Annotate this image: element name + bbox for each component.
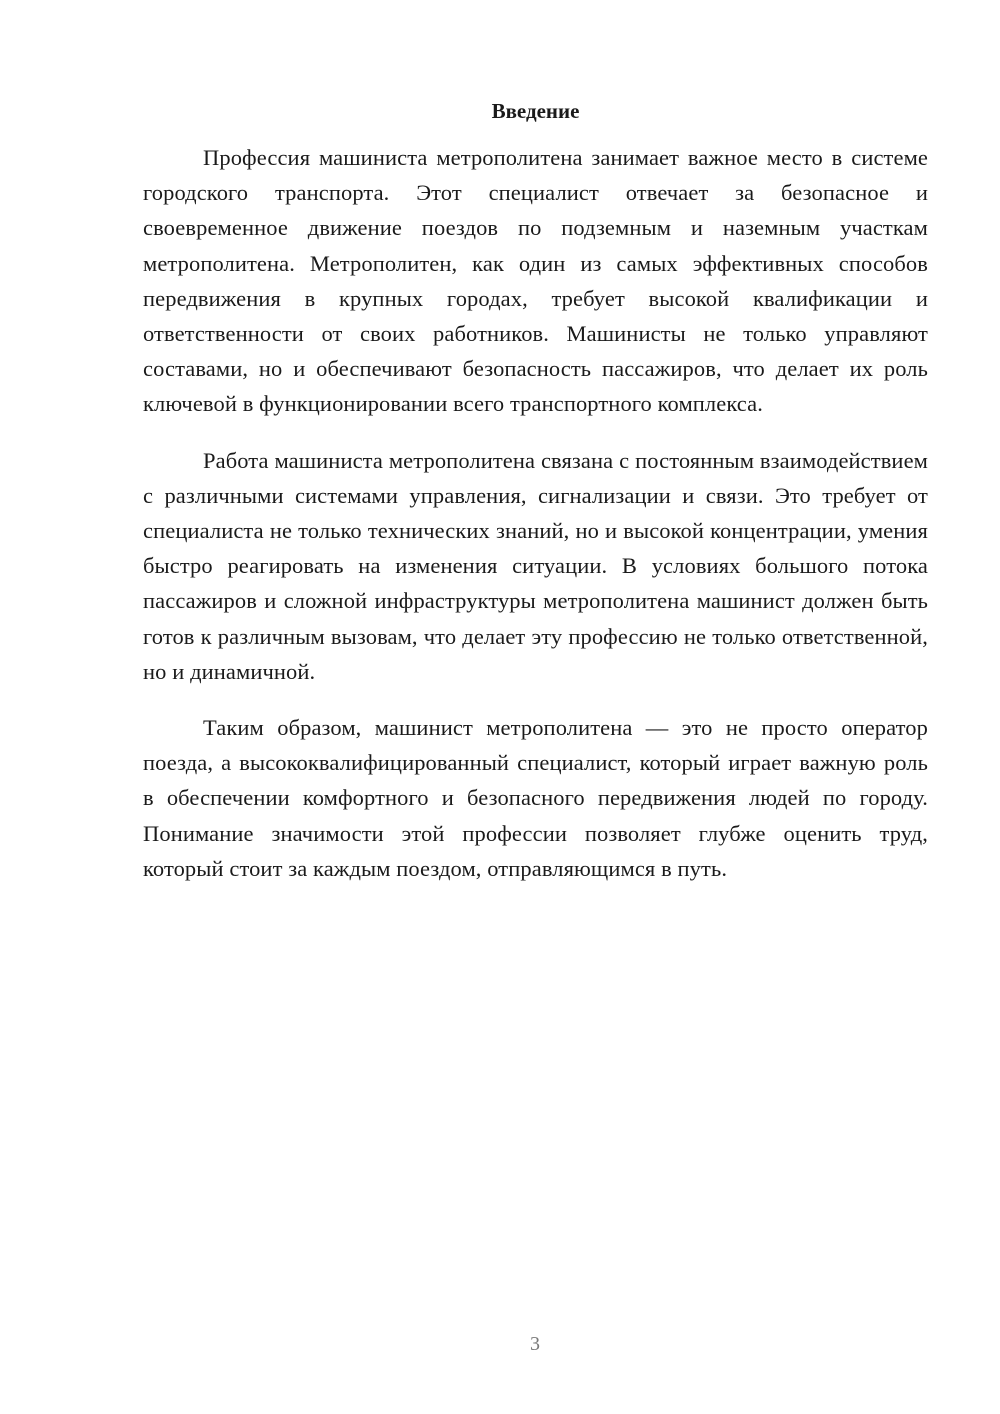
paragraph-1: Профессия машиниста метрополитена занимает важное место в системе городского транспорта. Этот специалист отвечает за безопасное и своевременное движение поездов по подземным и наземным участкам метрополитена. Метрополитен, как один из самых эффективных способов передвижения в крупных городах, требует высокой квалификации и ответственности от своих работников. Машинисты не только управляют составами, но и обеспечивают безопасность пассажиров, что делает их роль ключевой в функционировании всего транспортного комплекса.: [143, 145, 928, 417]
document-body: [143, 96, 928, 907]
section-title: Введение: [491, 99, 580, 123]
page-number: 3: [530, 1333, 540, 1355]
paragraph-2: Работа машиниста метрополитена связана с постоянным взаимодействием с различными системами управления, сигнализации и связи. Это требует от специалиста не только технических знаний, но и высокой концентрации, умения быстро реагировать на изменения ситуации. В условиях большого потока пассажиров и сложной инфраструктуры метрополитена машинист должен быть готов к различным вызовам, что делает эту профессию не только ответственной, но и динамичной.: [143, 447, 928, 684]
paragraph-3: Таким образом, машинист метрополитена — это не просто оператор поезда, а высококвалифицированный специалист, который играет важную роль в обеспечении комфортного и безопасного передвижения людей по городу. Понимание значимости этой профессии позволяет глубже оценить труд, который стоит за каждым поездом, отправляющимся в путь.: [143, 715, 928, 881]
